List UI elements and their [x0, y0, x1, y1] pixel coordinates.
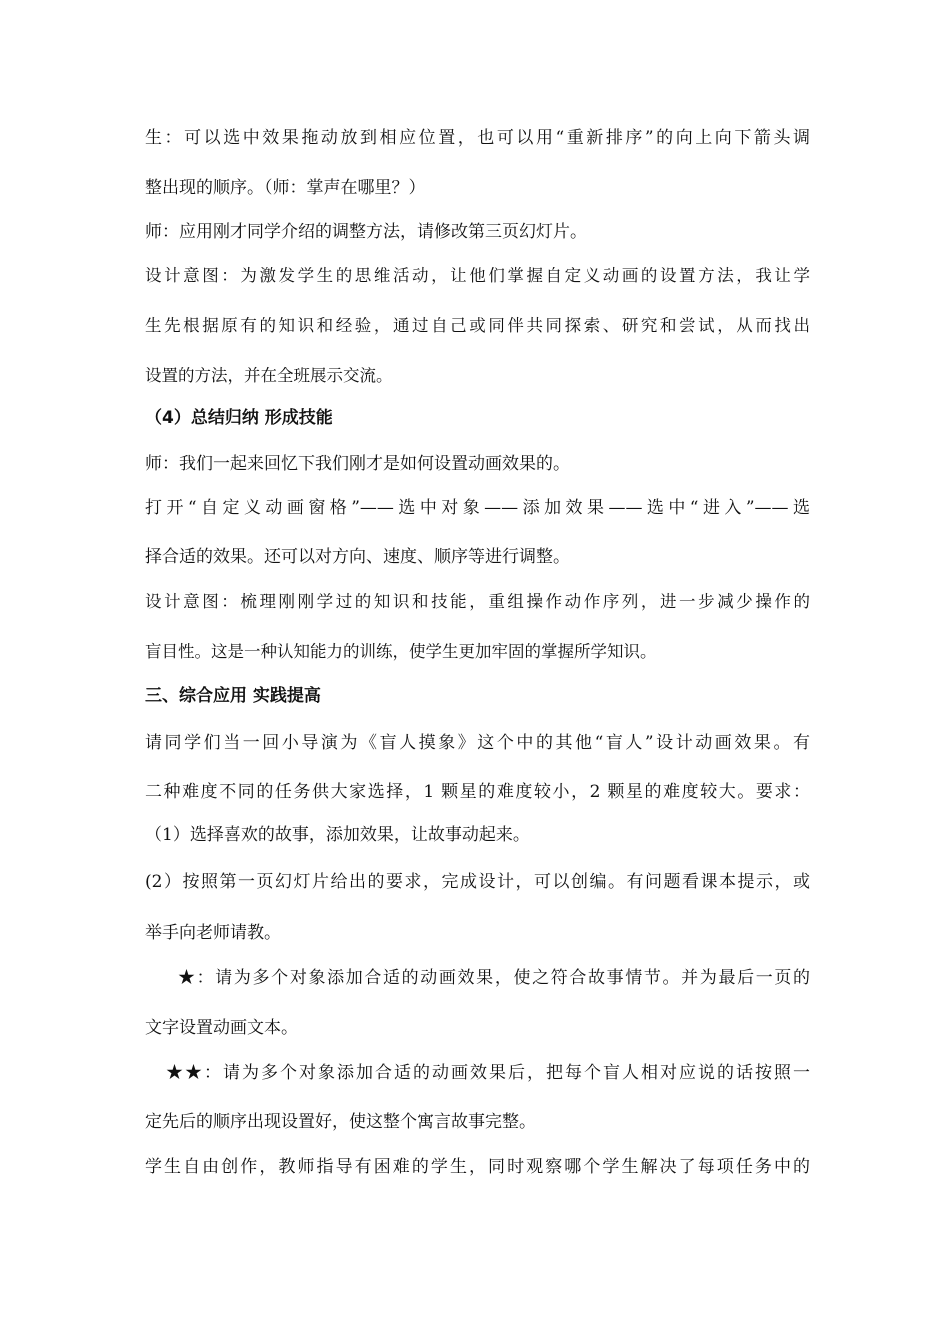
paragraph-line: 打开“自定义动画窗格”——选中对象——添加效果——选中“进入”——选	[145, 498, 810, 518]
paragraph-line: 学生自由创作，教师指导有困难的学生，同时观察哪个学生解决了每项任务中的	[145, 1157, 810, 1177]
section-heading: 三、综合应用 实践提高	[145, 686, 321, 706]
paragraph-line: 整出现的顺序。（师：掌声在哪里？）	[145, 178, 426, 198]
paragraph-line: 举手向老师请教。	[145, 923, 281, 943]
paragraph-line: 文字设置动画文本。	[145, 1018, 298, 1038]
design-intent-line: 盲目性。这是一种认知能力的训练，使学生更加牢固的掌握所学知识。	[145, 642, 657, 661]
design-intent-line: 设计意图：梳理刚刚学过的知识和技能，重组操作动作序列，进一步减少操作的	[145, 592, 810, 611]
design-intent-line: 设计意图：为激发学生的思维活动，让他们掌握自定义动画的设置方法，我让学	[145, 266, 810, 285]
design-intent-line: 生先根据原有的知识和经验，通过自己或同伴共同探索、研究和尝试，从而找出	[145, 316, 810, 335]
list-item: （1）选择喜欢的故事，添加效果，让故事动起来。	[145, 825, 530, 845]
paragraph-line: 二种难度不同的任务供大家选择，1 颗星的难度较小，2 颗星的难度较大。要求：	[145, 782, 810, 802]
paragraph-line: 择合适的效果。还可以对方向、速度、顺序等进行调整。	[145, 547, 570, 567]
paragraph-line: 师：我们一起来回忆下我们刚才是如何设置动画效果的。	[145, 454, 570, 474]
paragraph-line: 生：可以选中效果拖动放到相应位置，也可以用“重新排序”的向上向下箭头调	[145, 128, 810, 148]
paragraph-line: 师：应用刚才同学介绍的调整方法，请修改第三页幻灯片。	[145, 222, 587, 242]
design-intent-line: 设置的方法，并在全班展示交流。	[145, 366, 393, 385]
task-two-star: ★★：请为多个对象添加合适的动画效果后，把每个盲人相对应说的话按照一	[166, 1063, 810, 1083]
task-one-star: ★：请为多个对象添加合适的动画效果，使之符合故事情节。并为最后一页的	[178, 968, 810, 988]
paragraph-line: 请同学们当一回小导演为《盲人摸象》这个中的其他“盲人”设计动画效果。有	[145, 733, 810, 753]
section-heading: （4）总结归纳 形成技能	[145, 408, 333, 428]
list-item: (2）按照第一页幻灯片给出的要求，完成设计，可以创编。有问题看课本提示，或	[145, 872, 810, 892]
paragraph-line: 定先后的顺序出现设置好，使这整个寓言故事完整。	[145, 1112, 536, 1132]
